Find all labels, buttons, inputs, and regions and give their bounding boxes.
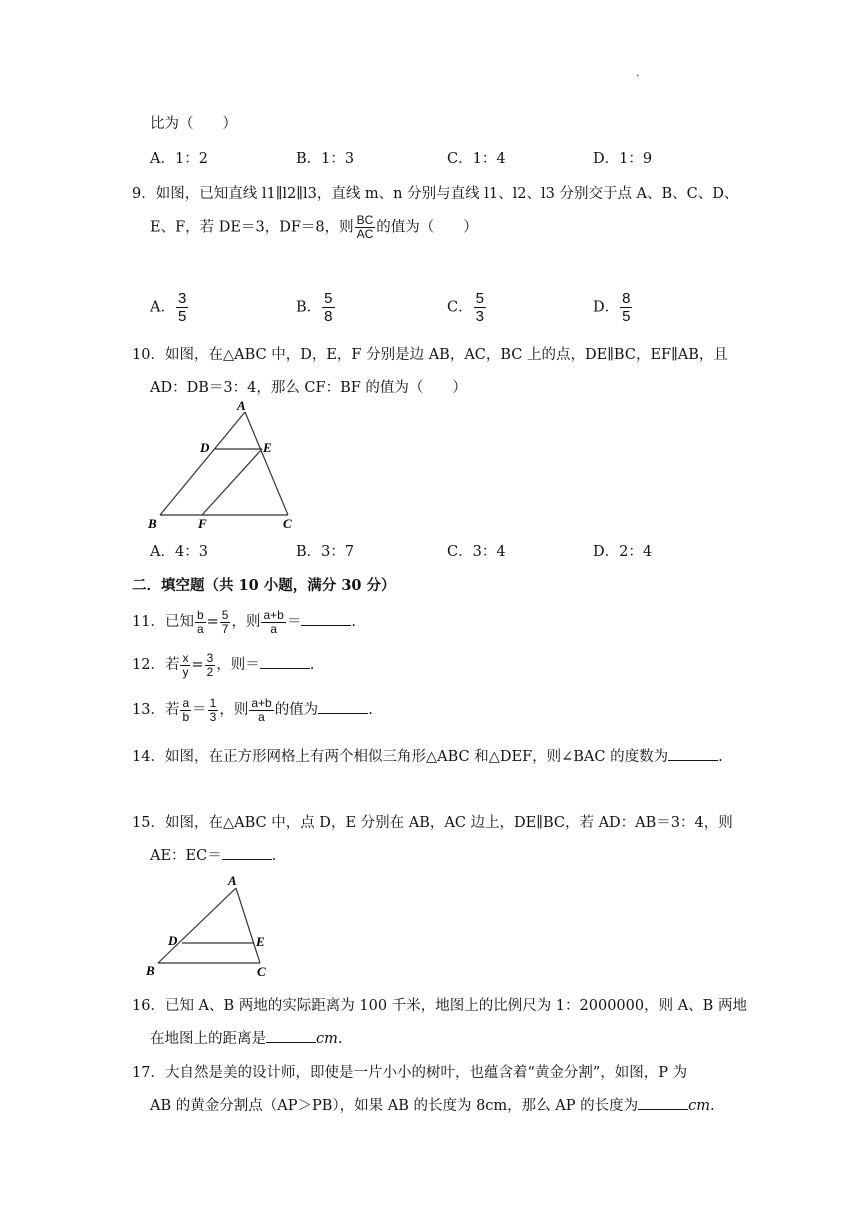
q10-option-b[interactable]: B．3：7 xyxy=(296,544,355,560)
q9-option-a-label: A． xyxy=(150,299,175,316)
q10-line2: AD：DB＝3：4，那么 CF：BF 的值为（ ） xyxy=(150,380,467,396)
q11-frac1 xyxy=(195,609,206,636)
q11-frac3-num: a+b xyxy=(263,607,284,622)
q9-option-c-num: 5 xyxy=(475,290,484,307)
q17-line1 xyxy=(132,1061,687,1082)
q9-option-a[interactable] xyxy=(150,290,189,325)
q15-end: . xyxy=(271,848,277,864)
q10-label-e: E xyxy=(263,440,272,455)
q9-fraction xyxy=(355,214,376,241)
q11-frac3-den: a xyxy=(270,621,277,636)
q13-number: 13． xyxy=(132,702,165,718)
q16-unit: cm. xyxy=(316,1031,343,1047)
q8-option-b[interactable]: B．1：3 xyxy=(296,151,355,167)
q9-option-d-num: 8 xyxy=(622,290,631,307)
q14-text: 如图，在正方形网格上有两个相似三角形△ABC 和△DEF，则∠BAC 的度数为 xyxy=(164,749,669,765)
header-dot: . xyxy=(636,68,640,79)
q10-label-d: D xyxy=(200,440,210,455)
q13-eq: ＝ xyxy=(192,702,207,718)
q13-frac3-num: a+b xyxy=(251,695,272,710)
q11-number: 11． xyxy=(132,614,165,630)
q11 xyxy=(132,607,356,637)
q17-number: 17． xyxy=(132,1065,165,1081)
q9-text-line2a: E、F，若 DE＝3，DF＝8，则 xyxy=(150,219,354,236)
q13-end: . xyxy=(368,702,373,718)
q13-frac1 xyxy=(180,697,191,724)
q13-frac2-den: 3 xyxy=(209,709,217,724)
q16-number: 16． xyxy=(132,998,165,1014)
q15-label-b: B xyxy=(146,963,155,978)
q12-frac1 xyxy=(180,652,190,679)
q12-frac1-den: y xyxy=(182,664,189,679)
q9-option-c[interactable] xyxy=(447,290,487,325)
q17-answer-blank[interactable] xyxy=(638,1095,688,1110)
q10-line1 xyxy=(132,343,728,364)
q17-text-line1: 大自然是美的设计师，即使是一片小小的树叶，也蕴含着“黄金分割”，如图，P 为 xyxy=(164,1065,688,1081)
q10-label-c: C xyxy=(283,516,292,531)
q13-frac3-den: a xyxy=(258,709,265,724)
q12-end: . xyxy=(309,657,315,673)
q15-side-ab xyxy=(158,888,236,963)
q14-end: . xyxy=(718,749,723,765)
q9-option-d-den: 5 xyxy=(622,308,631,325)
q12-frac2-den: 2 xyxy=(206,664,214,679)
q9-option-b-num: 5 xyxy=(324,290,333,307)
q13-frac3 xyxy=(249,697,273,724)
q17-line2 xyxy=(150,1094,715,1115)
q15-label-c: C xyxy=(257,964,266,979)
q11-frac2 xyxy=(220,609,231,636)
q9-option-a-den: 5 xyxy=(177,308,187,325)
q16-text-line2: 在地图上的距离是 xyxy=(150,1031,266,1047)
q15-triangle-figure xyxy=(140,868,280,980)
q12-answer-blank[interactable] xyxy=(260,654,310,669)
q9-option-a-fraction xyxy=(176,290,188,325)
q8-option-c[interactable]: C．1：4 xyxy=(447,151,506,167)
q11-frac1-num: b xyxy=(196,607,204,622)
q13-frac1-num: a xyxy=(182,695,190,710)
q15-label-e: E xyxy=(256,934,265,949)
q15-text-line1: 如图，在△ABC 中，点 D，E 分别在 AB，AC 边上，DE∥BC，若 AD：AB＝3：4，则 xyxy=(164,815,733,831)
q11-frac2-num: 5 xyxy=(221,607,229,622)
q10-option-a[interactable]: A．4：3 xyxy=(150,544,208,560)
q8-tail: 比为（ ） xyxy=(150,116,237,132)
q9-option-d-fraction xyxy=(620,290,632,325)
q9-line1 xyxy=(132,182,738,203)
q11-text-a: 已知 xyxy=(164,614,194,630)
q9-option-d[interactable] xyxy=(593,290,633,325)
q9-option-b-fraction xyxy=(322,290,334,325)
q16-text-line1: 已知 A、B 两地的实际距离为 100 千米，地图上的比例尺为 1：2000000，则 A、B 两地 xyxy=(164,998,747,1014)
q14-number: 14． xyxy=(132,749,165,765)
q13-text-c: 的值为 xyxy=(274,702,319,718)
q13-answer-blank[interactable] xyxy=(318,699,368,714)
section-title-fill-blank: 二．填空题（共 10 小题，满分 30 分） xyxy=(132,577,396,594)
q9-option-c-label: C． xyxy=(447,299,473,316)
q15-text-line2: AE：EC＝ xyxy=(150,848,222,864)
q9-option-a-num: 3 xyxy=(177,290,187,307)
q9-option-d-label: D． xyxy=(593,299,620,316)
q13 xyxy=(132,695,373,725)
q11-answer-blank[interactable] xyxy=(301,611,351,626)
q9-option-c-fraction xyxy=(474,290,486,325)
q12-frac2 xyxy=(205,652,216,679)
q10-side-ab xyxy=(160,412,245,515)
q10-option-c[interactable]: C．3：4 xyxy=(447,544,506,560)
q8-option-a[interactable]: A．1：2 xyxy=(150,151,208,167)
q13-frac2 xyxy=(208,697,219,724)
q10-label-b: B xyxy=(148,516,157,531)
q9-option-c-den: 3 xyxy=(475,308,484,325)
q12-text-b: ，则＝ xyxy=(216,657,260,673)
q14 xyxy=(132,745,723,766)
q11-eq: = xyxy=(206,614,219,630)
q15-answer-blank[interactable] xyxy=(222,845,272,860)
q13-frac1-den: b xyxy=(182,709,190,724)
q10-label-a: A xyxy=(237,398,246,413)
q11-frac2-den: 7 xyxy=(221,621,229,636)
q10-triangle-figure xyxy=(140,398,310,532)
q10-number: 10． xyxy=(132,347,165,363)
q15-line1 xyxy=(132,811,733,832)
q11-frac3 xyxy=(261,609,285,636)
q10-option-d[interactable]: D．2：4 xyxy=(593,544,653,560)
q10-segment-ef xyxy=(202,449,262,515)
q12-frac1-num: x xyxy=(182,650,189,665)
q15-side-ac xyxy=(236,888,260,963)
q14-answer-blank[interactable] xyxy=(668,746,718,761)
q10-label-f: F xyxy=(198,516,207,531)
q15-label-d: D xyxy=(168,933,178,948)
q9-line2 xyxy=(150,214,478,241)
q9-frac-numerator: BC xyxy=(356,213,374,227)
q16-answer-blank[interactable] xyxy=(266,1028,316,1043)
q9-text-line1: 如图，已知直线 l1∥l2∥l3，直线 m、n 分别与直线 l1、l2、l3 分别交于点 A、B、C、D、 xyxy=(155,186,739,202)
q8-option-d[interactable]: D．1：9 xyxy=(593,151,653,167)
q17-text-line2: AB 的黄金分割点（AP＞PB），如果 AB 的长度为 8cm，那么 AP 的长度为 xyxy=(150,1098,639,1114)
q9-frac-denominator: AC xyxy=(356,227,374,241)
q12-number: 12． xyxy=(132,657,165,673)
q15-line2 xyxy=(150,844,276,865)
q11-text-c: ＝ xyxy=(286,614,302,630)
q10-side-ac xyxy=(245,412,288,515)
q16-line2 xyxy=(150,1027,342,1048)
q9-option-b-label: B． xyxy=(296,299,322,316)
q9-number: 9． xyxy=(132,186,156,202)
q13-frac2-num: 1 xyxy=(209,695,217,710)
q11-text-b: ，则 xyxy=(231,614,261,630)
q10-text-line1: 如图，在△ABC 中，D，E，F 分别是边 AB，AC，BC 上的点，DE∥BC，EF∥AB，且 xyxy=(164,347,728,363)
q16-line1 xyxy=(132,994,747,1015)
q15-number: 15． xyxy=(132,815,165,831)
q12-frac2-num: 3 xyxy=(206,650,214,665)
q12 xyxy=(132,650,314,680)
q9-text-line2b: 的值为（ ） xyxy=(376,219,478,236)
q11-end: . xyxy=(351,614,356,630)
q12-eq: = xyxy=(191,657,204,673)
q13-text-a: 若 xyxy=(164,702,180,718)
q17-unit: cm. xyxy=(688,1098,715,1114)
q15-label-a: A xyxy=(228,873,237,888)
q9-option-b[interactable] xyxy=(296,290,336,325)
q12-text-a: 若 xyxy=(164,657,180,673)
q13-text-b: ，则 xyxy=(219,702,249,718)
q9-option-b-den: 8 xyxy=(324,308,333,325)
q11-frac1-den: a xyxy=(196,621,204,636)
